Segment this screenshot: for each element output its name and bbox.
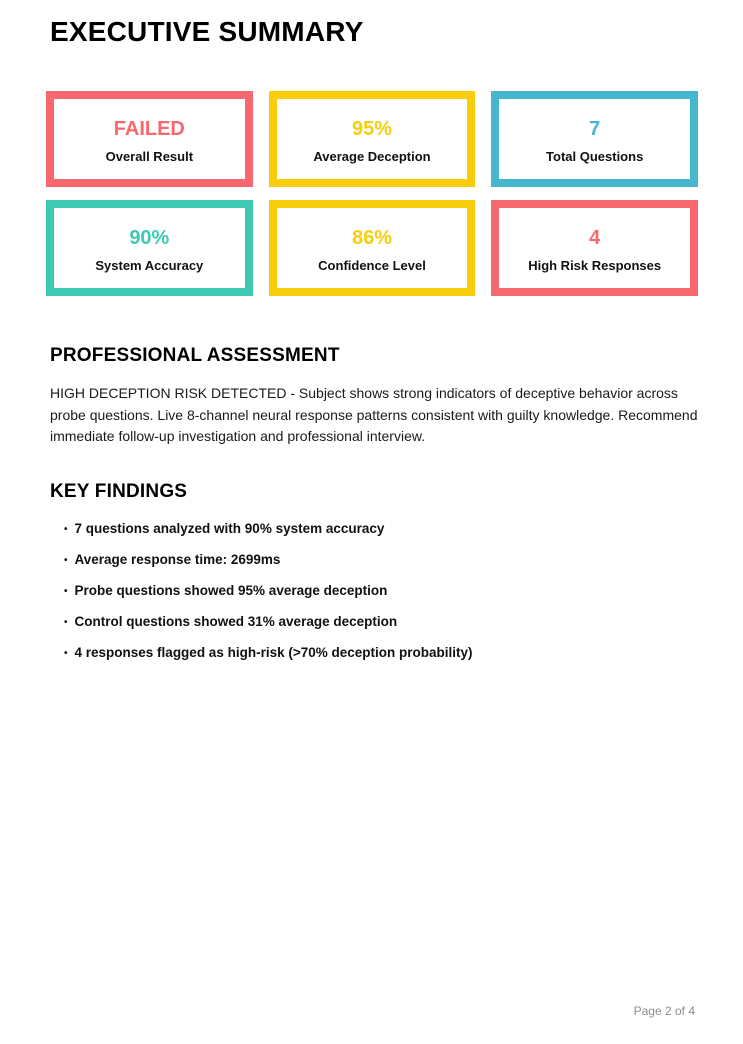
metric-card-overall-result xyxy=(46,91,253,187)
bullet-icon: • xyxy=(64,648,68,659)
findings-section-heading: KEY FINDINGS xyxy=(50,481,188,502)
bullet-icon: • xyxy=(64,555,68,566)
metric-label: High Risk Responses xyxy=(528,258,662,273)
metric-value: 95% xyxy=(351,118,392,140)
bullet-icon: • xyxy=(64,617,68,628)
metric-value: 4 xyxy=(589,227,601,249)
bullet-icon: • xyxy=(64,524,68,535)
metric-value: 90% xyxy=(129,227,170,249)
assessment-section-heading: PROFESSIONAL ASSESSMENT xyxy=(50,345,340,366)
findings-list xyxy=(64,521,684,676)
finding-item xyxy=(64,552,684,570)
metric-value: 86% xyxy=(351,227,392,249)
finding-item xyxy=(64,521,684,539)
finding-text: Probe questions showed 95% average deception xyxy=(74,583,388,598)
finding-text: 4 responses flagged as high-risk (>70% deception probability) xyxy=(74,645,473,660)
finding-item xyxy=(64,614,684,632)
metric-card-confidence-level xyxy=(269,200,476,296)
metric-card-average-deception xyxy=(269,91,476,187)
metric-cards-grid xyxy=(46,91,698,296)
metric-label: Overall Result xyxy=(105,149,194,164)
finding-item xyxy=(64,583,684,601)
page-number: Page 2 of 4 xyxy=(633,1004,695,1018)
finding-item xyxy=(64,645,684,663)
finding-text: Average response time: 2699ms xyxy=(74,552,281,567)
finding-text: 7 questions analyzed with 90% system accuracy xyxy=(74,521,385,536)
metric-label: Total Questions xyxy=(546,149,644,164)
page-title: EXECUTIVE SUMMARY xyxy=(50,16,364,47)
metric-card-total-questions xyxy=(491,91,698,187)
metric-card-system-accuracy xyxy=(46,200,253,296)
metric-label: Average Deception xyxy=(313,149,431,164)
metric-value: FAILED xyxy=(113,118,185,140)
metric-card-high-risk-responses xyxy=(491,200,698,296)
bullet-icon: • xyxy=(64,586,68,597)
assessment-body-text: HIGH DECEPTION RISK DETECTED - Subject shows strong indicators of deceptive behavior across probe questions. Live 8-channel neural response patterns consistent with guilty knowledge. Recommend immediate follow-up investigation and professional interview. xyxy=(50,385,698,444)
metric-value: 7 xyxy=(589,118,601,140)
metric-label: System Accuracy xyxy=(95,258,204,273)
finding-text: Control questions showed 31% average deception xyxy=(74,614,398,629)
metric-label: Confidence Level xyxy=(318,258,426,273)
